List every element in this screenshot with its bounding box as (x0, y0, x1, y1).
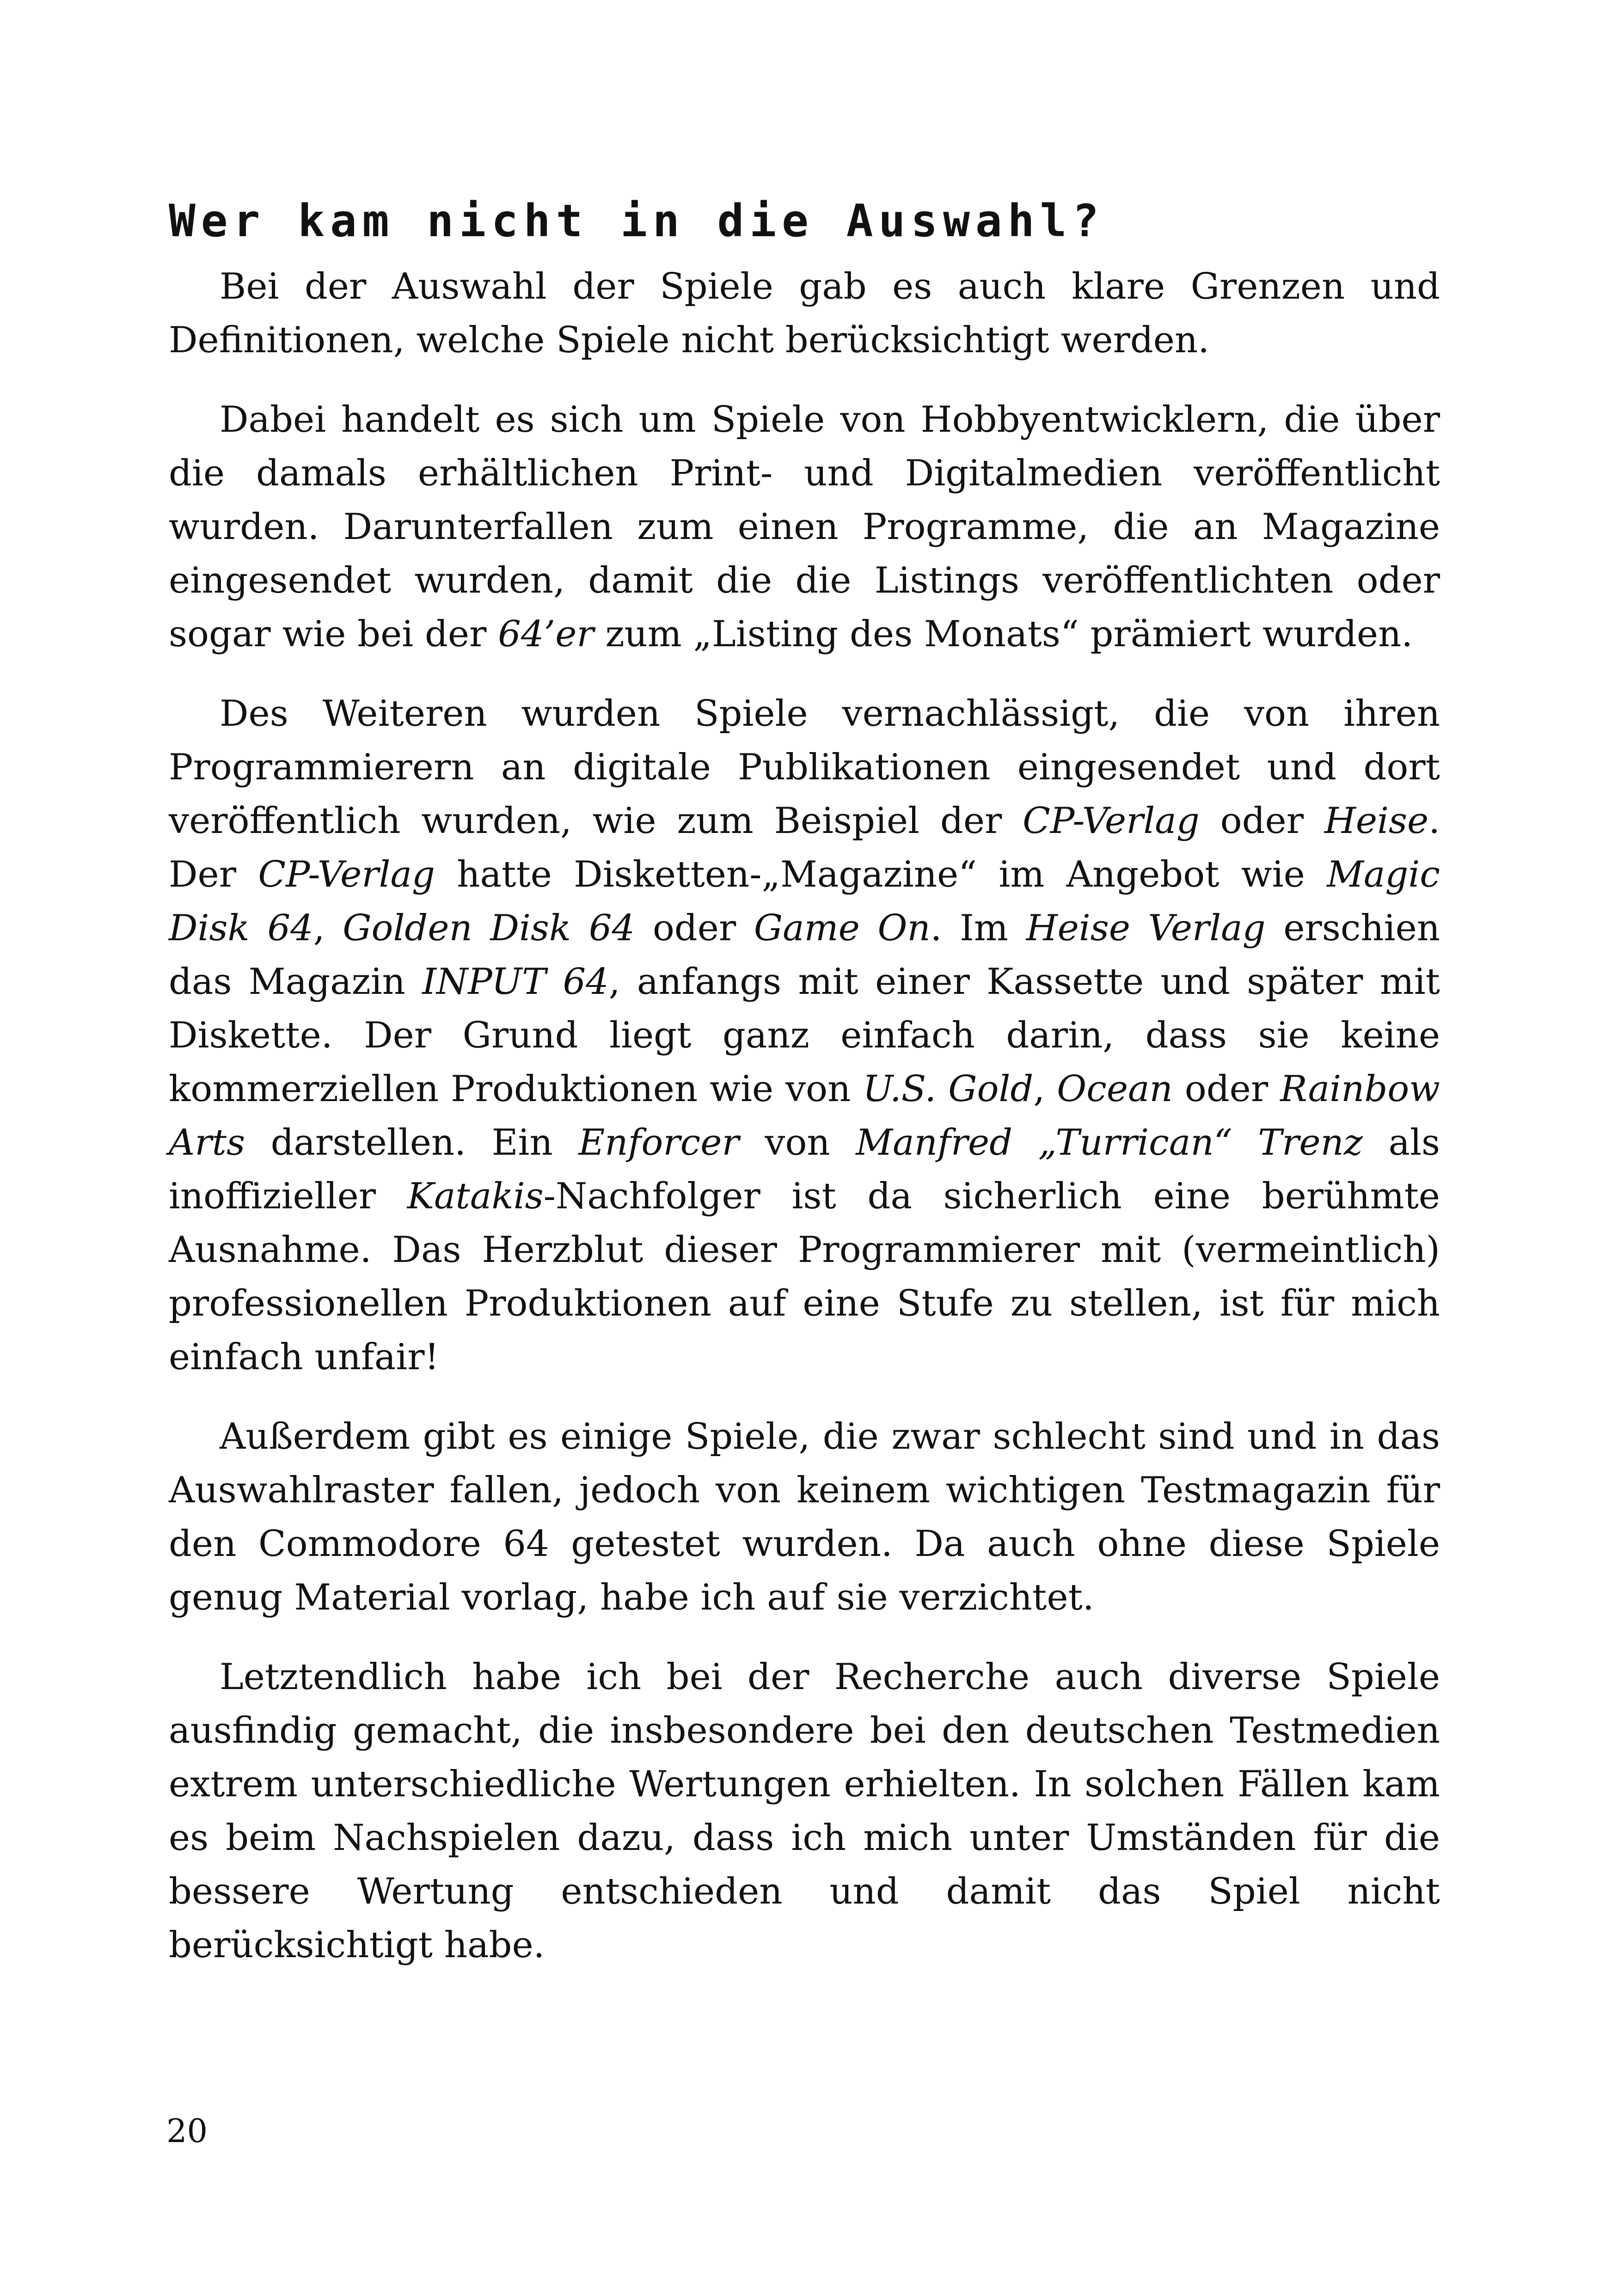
text-run: Bei der Auswahl der Spiele gab es auch klare Grenzen und Definitionen, welche Spiele nicht berücksichtigt werden. (169, 266, 1440, 361)
italic-text: Golden Disk 64 (343, 907, 635, 949)
italic-text: INPUT 64 (422, 961, 609, 1003)
text-run: als inoffizieller (169, 1122, 1440, 1217)
italic-text: CP-Verlag (258, 854, 435, 895)
text-run: -Nachfolger ist da sicherlich eine berühmte Ausnahme. Das Herzblut dieser Programmierer mit (vermeintlich) professionellen Produktionen auf eine Stufe zu stellen, ist für mich einfach unfair! (169, 1176, 1440, 1378)
body-text (169, 260, 1440, 1972)
text-run: hatte Disketten-„Magazine“ im Angebot wie (435, 854, 1327, 895)
text-run: von (739, 1122, 856, 1163)
text-run: . Im (930, 907, 1026, 949)
page-number: 20 (166, 2112, 208, 2150)
italic-text: Ocean (1057, 1068, 1173, 1110)
text-run: darstellen. Ein (245, 1122, 579, 1163)
text-run: , (313, 907, 343, 949)
italic-text: Heise Verlag (1026, 907, 1266, 949)
text-run: , anfangs mit einer Kassette und später mit Diskette. Der Grund liegt ganz einfach darin, dass sie keine kommerziellen Produktionen wie von (169, 961, 1440, 1110)
italic-text: CP-Verlag (1023, 800, 1200, 842)
italic-text: Rainbow Arts (169, 1068, 1440, 1163)
italic-text: Heise (1324, 800, 1429, 842)
text-run: , (1033, 1068, 1057, 1110)
paragraph (169, 1650, 1440, 1972)
text-run: erschien das Magazin (169, 907, 1440, 1003)
text-run: zum „Listing des Monats“ prämiert wurden. (594, 613, 1413, 655)
text-run: Außerdem gibt es einige Spiele, die zwar schlecht sind und in das Auswahlraster fallen, jedoch von keinem wichtigen Testmagazin für den Commodore 64 getestet wurden. Da auch ohne diese Spiele genug Material vorlag, habe ich auf sie verzichtet. (169, 1416, 1440, 1618)
italic-text: Game On (754, 907, 931, 949)
text-run: Des Weiteren wurden Spiele vernachlässigt, die von ihren Programmierern an digitale Publikationen eingesendet und dort veröffentlich wurden, wie zum Beispiel der (169, 693, 1440, 842)
text-run: oder (635, 907, 754, 949)
paragraph (169, 1410, 1440, 1624)
italic-text: Manfred „Turrican“ Trenz (856, 1122, 1363, 1163)
italic-text: U.S. Gold (863, 1068, 1034, 1110)
section-heading: Wer kam nicht in die Auswahl? (169, 195, 1105, 247)
text-run: . Der (169, 800, 1440, 895)
italic-text: Katakis (407, 1176, 544, 1217)
page-content (169, 195, 1440, 1998)
italic-text: 64’er (498, 613, 594, 655)
paragraph (169, 687, 1440, 1384)
text-run: oder (1199, 800, 1324, 842)
paragraph (169, 260, 1440, 367)
paragraph (169, 393, 1440, 661)
italic-text: Enforcer (578, 1122, 739, 1163)
italic-text: Magic Disk 64 (169, 854, 1440, 949)
text-run: Dabei handelt es sich um Spiele von Hobbyentwicklern, die über die damals erhältlichen Print- und Digitalmedien veröffentlicht wurden. Darunterfallen zum einen Programme, die an Magazine eingesendet wurden, damit die die Listings veröffentlichten oder sogar wie bei der (169, 399, 1440, 655)
text-run: Letztendlich habe ich bei der Recherche auch diverse Spiele ausfindig gemacht, die insbesondere bei den deutschen Testmedien extrem unterschiedliche Wertungen erhielten. In solchen Fällen kam es beim Nachspielen dazu, dass ich mich unter Umständen für die bessere Wertung entschieden und damit das Spiel nicht berücksichtigt habe. (169, 1656, 1440, 1966)
text-run: oder (1172, 1068, 1281, 1110)
